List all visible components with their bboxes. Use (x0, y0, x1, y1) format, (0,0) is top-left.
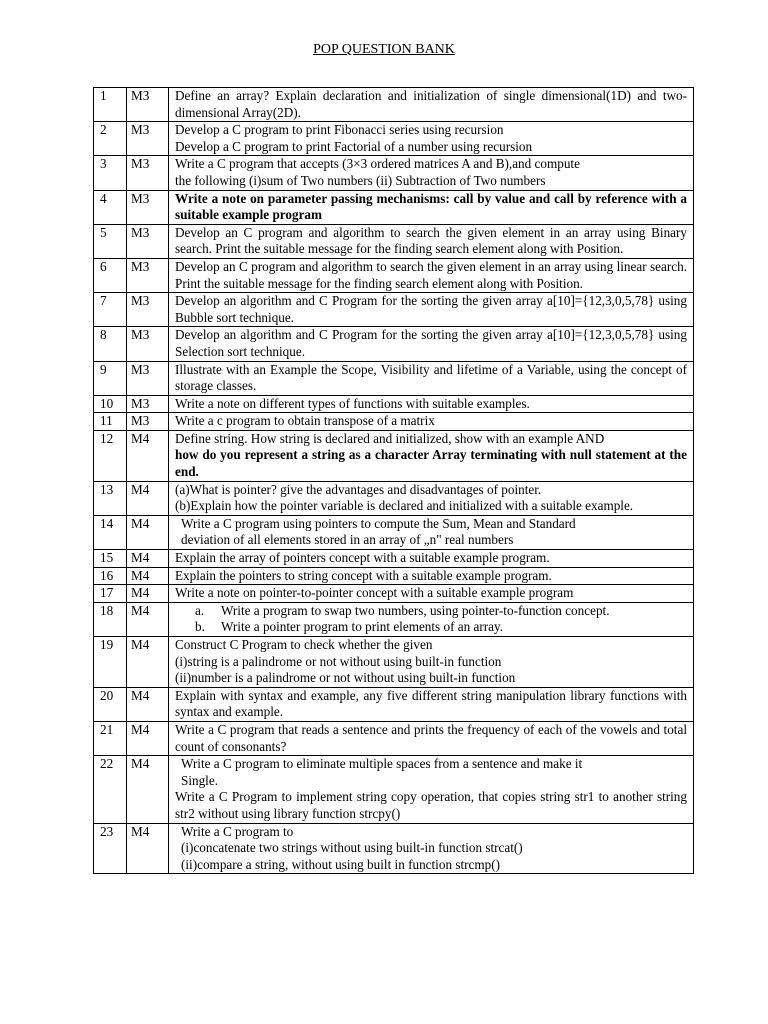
question-line: (a)What is pointer? give the advantages and disadvantages of pointer. (175, 481, 542, 497)
question-row (94, 602, 694, 636)
question-line: Illustrate with an Example the Scope, Visibility and lifetime of a Variable, using the concept of storage classes. (175, 361, 687, 394)
question-line: Single. (181, 772, 218, 788)
question-text (169, 550, 694, 568)
question-row (94, 567, 694, 585)
question-number: 9 (94, 361, 127, 395)
question-number: 21 (94, 721, 127, 755)
question-row (94, 293, 694, 327)
question-number: 18 (94, 602, 127, 636)
question-text (169, 430, 694, 481)
question-text (169, 88, 694, 122)
question-table (93, 87, 694, 874)
question-module: M4 (127, 687, 169, 721)
question-line: deviation of all elements stored in an array of „n" real numbers (181, 532, 514, 548)
question-line: Explain the pointers to string concept with a suitable example program. (175, 567, 552, 583)
question-module: M4 (127, 756, 169, 823)
question-line: Write a c program to obtain transpose of a matrix (175, 413, 435, 429)
question-line: Develop an algorithm and C Program for the sorting the given array a[10]={12,3,0,5,78} using Bubble sort technique. (175, 293, 687, 325)
question-row (94, 756, 694, 823)
question-number: 23 (94, 823, 127, 874)
question-text (169, 585, 694, 603)
question-number: 14 (94, 515, 127, 549)
question-text (169, 413, 694, 431)
question-module: M3 (127, 258, 169, 292)
question-number: 12 (94, 430, 127, 481)
question-number: 22 (94, 756, 127, 823)
question-line: (ii)number is a palindrome or not without using built-in function (175, 670, 516, 686)
question-line: Write a C program that reads a sentence and prints the frequency of each of the vowels and total count of consonants? (175, 721, 687, 754)
question-row (94, 585, 694, 603)
question-number: 7 (94, 293, 127, 327)
question-module: M3 (127, 156, 169, 190)
question-text (169, 258, 694, 292)
question-module: M4 (127, 567, 169, 585)
question-line: Write a note on different types of functions with suitable examples. (175, 395, 530, 411)
question-line: Explain the array of pointers concept with a suitable example program. (175, 550, 550, 566)
question-line: the following (i)sum of Two numbers (ii) Subtraction of Two numbers (175, 172, 546, 188)
question-line: Write a C program to (181, 823, 294, 839)
question-number: 4 (94, 190, 127, 224)
question-module: M4 (127, 637, 169, 688)
list-label: a. (195, 602, 205, 618)
question-module: M4 (127, 550, 169, 568)
question-line: Develop a C program to print Fibonacci series using recursion (175, 122, 504, 138)
question-number: 17 (94, 585, 127, 603)
question-text (169, 156, 694, 190)
question-row (94, 122, 694, 156)
question-module: M4 (127, 602, 169, 636)
question-line: Develop a C program to print Factorial of a number using recursion (175, 138, 533, 154)
list-item-text: Write a program to swap two numbers, using pointer-to-function concept. (221, 602, 610, 618)
question-module: M4 (127, 481, 169, 515)
question-line: (ii)compare a string, without using built in function strcmp() (181, 856, 501, 872)
question-row (94, 224, 694, 258)
question-row (94, 515, 694, 549)
question-module: M3 (127, 122, 169, 156)
question-text (169, 756, 694, 823)
question-line: Write a C program using pointers to compute the Sum, Mean and Standard (181, 515, 576, 531)
question-text (169, 823, 694, 874)
question-text (169, 567, 694, 585)
question-number: 19 (94, 637, 127, 688)
question-number: 2 (94, 122, 127, 156)
question-module: M4 (127, 515, 169, 549)
question-line: Develop an algorithm and C Program for the sorting the given array a[10]={12,3,0,5,78} using Selection sort technique. (175, 327, 687, 359)
question-text (169, 361, 694, 395)
question-line (175, 619, 687, 636)
question-row (94, 430, 694, 481)
question-text (169, 687, 694, 721)
question-text (169, 122, 694, 156)
question-text (169, 721, 694, 755)
question-line: (b)Explain how the pointer variable is declared and initialized with a suitable example. (175, 498, 634, 514)
question-row (94, 258, 694, 292)
question-line: Construct C Program to check whether the given (175, 637, 433, 652)
question-module: M3 (127, 413, 169, 431)
question-row (94, 156, 694, 190)
question-number: 16 (94, 567, 127, 585)
question-row (94, 687, 694, 721)
question-row (94, 190, 694, 224)
question-line: Explain with syntax and example, any five different string manipulation library functions with syntax and example. (175, 687, 687, 720)
question-line: Write a note on parameter passing mechanisms: call by value and call by reference with a suitable example program (175, 190, 687, 223)
question-module: M4 (127, 430, 169, 481)
question-module: M3 (127, 224, 169, 258)
question-row (94, 88, 694, 122)
question-row (94, 550, 694, 568)
list-item-text: Write a pointer program to print elements of an array. (221, 619, 504, 635)
question-number: 5 (94, 224, 127, 258)
question-text (169, 190, 694, 224)
question-row (94, 327, 694, 361)
question-row (94, 637, 694, 688)
question-text (169, 224, 694, 258)
question-number: 8 (94, 327, 127, 361)
question-line: Develop an C program and algorithm to search the given element in an array using Binary search. Print the suitable message for the finding search element along with Position. (175, 224, 687, 257)
question-number: 20 (94, 687, 127, 721)
question-line (175, 603, 687, 620)
question-number: 13 (94, 481, 127, 515)
question-table-body (94, 88, 694, 874)
question-line: (i)concatenate two strings without using built-in function strcat() (181, 840, 523, 856)
question-line: Define string. How string is declared and initialized, show with an example AND (175, 430, 605, 446)
question-line: Develop an C program and algorithm to search the given element in an array using linear search. Print the suitable message for the finding search element along with Position. (175, 258, 687, 291)
question-line: how do you represent a string as a character Array terminating with null statement at the end. (175, 447, 687, 480)
question-text (169, 481, 694, 515)
question-number: 1 (94, 88, 127, 122)
question-row (94, 413, 694, 431)
question-module: M3 (127, 190, 169, 224)
question-module: M4 (127, 823, 169, 874)
question-text (169, 515, 694, 549)
question-row (94, 721, 694, 755)
question-module: M3 (127, 361, 169, 395)
question-number: 15 (94, 550, 127, 568)
question-text (169, 327, 694, 361)
question-number: 10 (94, 395, 127, 413)
question-number: 11 (94, 413, 127, 431)
question-text (169, 637, 694, 688)
question-text (169, 602, 694, 636)
list-label: b. (195, 619, 205, 635)
question-module: M3 (127, 88, 169, 122)
question-module: M4 (127, 721, 169, 755)
question-row (94, 481, 694, 515)
question-line: Write a note on pointer-to-pointer concept with a suitable example program (175, 585, 574, 601)
question-module: M3 (127, 327, 169, 361)
question-row (94, 395, 694, 413)
question-line: Write a C program to eliminate multiple spaces from a sentence and make it (181, 756, 583, 772)
question-row (94, 361, 694, 395)
question-line: Write a C Program to implement string copy operation, that copies string str1 to another string str2 without using library function strcpy() (175, 789, 687, 821)
question-module: M3 (127, 395, 169, 413)
question-row (94, 823, 694, 874)
question-module: M4 (127, 585, 169, 603)
question-number: 3 (94, 156, 127, 190)
question-module: M3 (127, 293, 169, 327)
question-line: (i)string is a palindrome or not without using built-in function (175, 653, 502, 669)
document-title: POP QUESTION BANK (313, 42, 455, 57)
question-line: Write a C program that accepts (3×3 ordered matrices A and B),and compute (175, 156, 580, 172)
question-line: Define an array? Explain declaration and initialization of single dimensional(1D) and two-dimensional Array(2D). (175, 88, 687, 120)
question-text (169, 293, 694, 327)
question-number: 6 (94, 258, 127, 292)
question-text (169, 395, 694, 413)
